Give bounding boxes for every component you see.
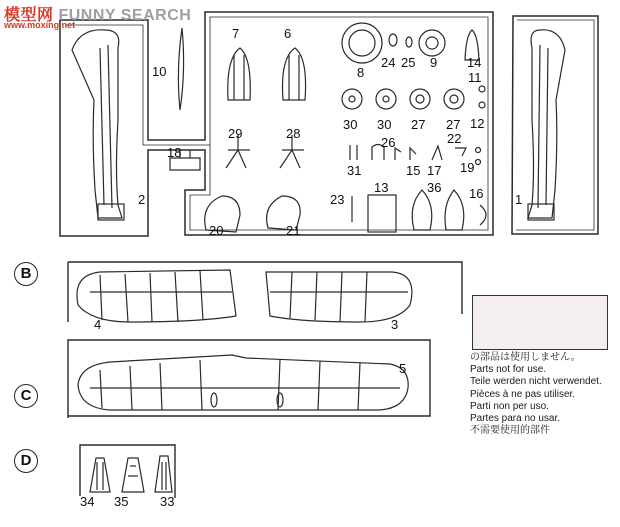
part-number: 4 <box>94 317 102 332</box>
cowl-half-7 <box>228 48 251 100</box>
part-number: 26 <box>381 135 396 150</box>
notice-zh: 不需要使用的部件 <box>470 425 550 437</box>
part-number: 10 <box>152 64 167 79</box>
part-number: 6 <box>284 26 292 41</box>
part-number: 31 <box>347 163 362 178</box>
notice-de: Teile werden nicht verwendet. <box>470 376 602 388</box>
sprue-a-right-frame <box>512 16 598 234</box>
wheel <box>410 89 430 109</box>
part-number: 22 <box>447 131 462 146</box>
part-number: 23 <box>330 192 345 207</box>
part-number: 12 <box>470 116 485 131</box>
part-number: 33 <box>160 494 175 509</box>
notice-en: Parts not for use. <box>470 364 547 376</box>
section-c-label: C <box>14 384 38 408</box>
wing-half-lower-left <box>77 270 236 322</box>
part-number: 27 <box>411 117 426 132</box>
part-number: 18 <box>167 145 182 160</box>
part-number: 20 <box>209 223 224 238</box>
part-number: 19 <box>460 160 475 175</box>
cowl-half-6 <box>283 48 306 100</box>
part-number: 29 <box>228 126 243 141</box>
watermark-brand: FUNNY SEARCH <box>58 7 192 24</box>
part-number: 13 <box>374 180 389 195</box>
wing-upper <box>78 355 408 410</box>
fuselage-half-right <box>528 30 565 220</box>
part-number: 36 <box>427 180 442 195</box>
part-number: 5 <box>399 361 407 376</box>
notice-ja: の部品は使用しません。 <box>470 352 581 363</box>
sprue-d-frame <box>80 445 175 498</box>
cowl-ring <box>342 23 382 63</box>
part-number: 30 <box>377 117 392 132</box>
propeller <box>178 28 183 110</box>
part-number: 24 <box>381 55 396 70</box>
sprue-c-frame <box>68 340 430 418</box>
wheel <box>444 89 464 109</box>
notice-fr: Pièces à ne pas utiliser. <box>470 388 576 400</box>
part-number: 35 <box>114 494 129 509</box>
section-b-label: B <box>14 262 38 286</box>
part-number: 25 <box>401 55 416 70</box>
notice-it: Parti non per uso. <box>470 400 549 412</box>
part-number: 9 <box>430 55 438 70</box>
part-number: 17 <box>427 163 442 178</box>
sprue-a-frame <box>60 12 493 236</box>
unused-parts-notice <box>470 352 602 437</box>
part-number: 28 <box>286 126 301 141</box>
part-number: 1 <box>515 192 523 207</box>
part-number: 15 <box>406 163 421 178</box>
part-number: 11 <box>468 70 482 85</box>
wing-half-lower-right <box>266 272 412 322</box>
part-number: 3 <box>391 317 399 332</box>
instrument-panel <box>368 195 396 232</box>
part-number: 16 <box>469 186 484 201</box>
wheel <box>342 89 362 109</box>
unused-parts-swatch <box>472 295 608 350</box>
part-number: 34 <box>80 494 95 509</box>
exhaust-34 <box>90 458 110 492</box>
notice-es: Partes para no usar. <box>470 413 561 425</box>
part-number: 8 <box>357 65 365 80</box>
part-number: 7 <box>232 26 240 41</box>
engine <box>419 30 445 56</box>
fuselage-half-left <box>72 30 124 220</box>
exhaust-35 <box>122 458 144 492</box>
part-number: 2 <box>138 192 146 207</box>
part-number: 14 <box>467 55 482 70</box>
section-d-label: D <box>14 449 38 473</box>
part-number: 30 <box>343 117 358 132</box>
part-number: 21 <box>286 223 301 238</box>
part-number: 27 <box>446 117 461 132</box>
watermark-logo-text: 模型网 <box>4 7 54 24</box>
watermark-url: www.moxing.net <box>4 20 76 30</box>
wheel <box>376 89 396 109</box>
exhaust-33 <box>155 456 172 492</box>
